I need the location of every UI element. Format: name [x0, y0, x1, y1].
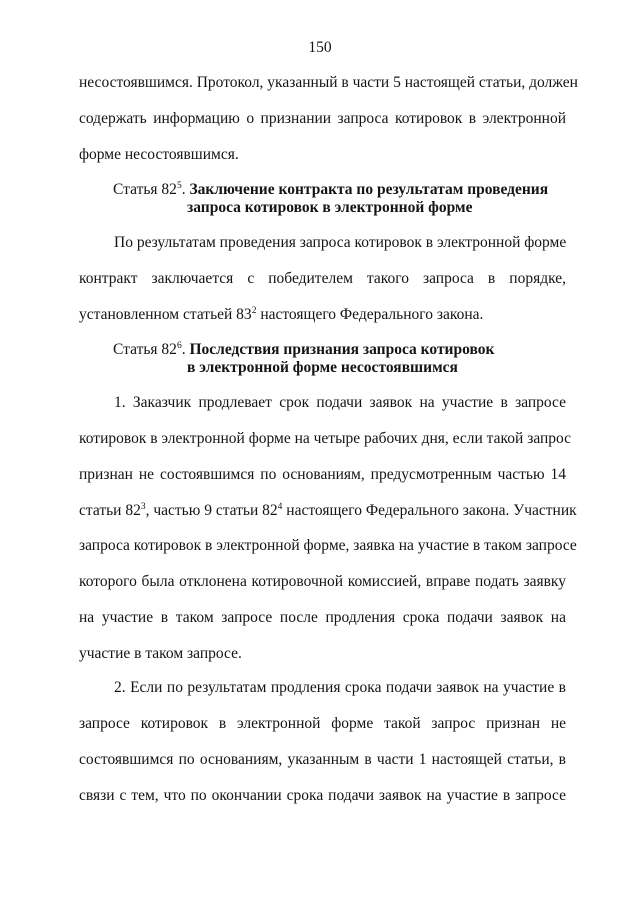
article-separator: . [181, 341, 190, 358]
article-title: Последствия признания запроса котировок [189, 341, 495, 358]
article-superscript: 5 [176, 181, 182, 191]
article-prefix: Статья 82 [113, 181, 177, 198]
text-line: на участие в таком запросе после продления срока подачи заявок на [79, 609, 566, 626]
article-heading-line [113, 181, 548, 199]
text-line: контракт заключается с победителем такого запроса в порядке, [79, 270, 566, 287]
text-fragment: статьи 82 [79, 502, 141, 519]
text-fragment: , частью 9 статьи 82 [145, 502, 278, 519]
page-number: 150 [308, 39, 332, 56]
text-line: связи с тем, что по окончании срока подачи заявок на участие в запросе [79, 787, 566, 804]
article-prefix: Статья 82 [113, 341, 177, 358]
article-title: Заключение контракта по результатам проведения [189, 181, 549, 198]
text-line: 2. Если по результатам продления срока подачи заявок на участие в [114, 679, 566, 696]
text-line: несостоявшимся. Протокол, указанный в части 5 настоящей статьи, должен [79, 74, 578, 91]
text-line: форме несостоявшимся. [79, 146, 239, 163]
text-line [79, 306, 566, 324]
text-line: 1. Заказчик продлевает срок подачи заявок на участие в запросе [114, 394, 566, 411]
text-line: участие в таком запросе. [79, 645, 242, 662]
superscript: 4 [277, 502, 283, 512]
article-title-continuation: запроса котировок в электронной форме [187, 199, 473, 216]
superscript: 3 [140, 502, 146, 512]
text-line: По результатам проведения запроса котировок в электронной форме [114, 234, 567, 251]
text-fragment: настоящего Федерального закона. [256, 306, 484, 323]
text-line: которого была отклонена котировочной комиссией, вправе подать заявку [79, 573, 566, 590]
article-separator: . [181, 181, 190, 198]
article-heading-line [113, 341, 494, 359]
text-line: запроса котировок в электронной форме, заявка на участие в таком запросе [79, 537, 577, 554]
superscript: 2 [251, 306, 257, 316]
article-superscript: 6 [176, 341, 182, 351]
text-fragment: настоящего Федерального закона. Участник [282, 502, 577, 519]
text-fragment: установленном статьей 83 [79, 306, 252, 323]
article-title-continuation: в электронной форме несостоявшимся [187, 359, 458, 376]
text-line: признан не состоявшимся по основаниям, предусмотренным частью 14 [79, 466, 566, 483]
text-line [79, 502, 577, 520]
text-line: запросе котировок в электронной форме такой запрос признан не [79, 715, 566, 732]
text-line: котировок в электронной форме на четыре рабочих дня, если такой запрос [79, 430, 572, 447]
text-line: содержать информацию о признании запроса котировок в электронной [79, 110, 566, 127]
text-line: состоявшимся по основаниям, указанным в части 1 настоящей статьи, в [79, 751, 566, 768]
